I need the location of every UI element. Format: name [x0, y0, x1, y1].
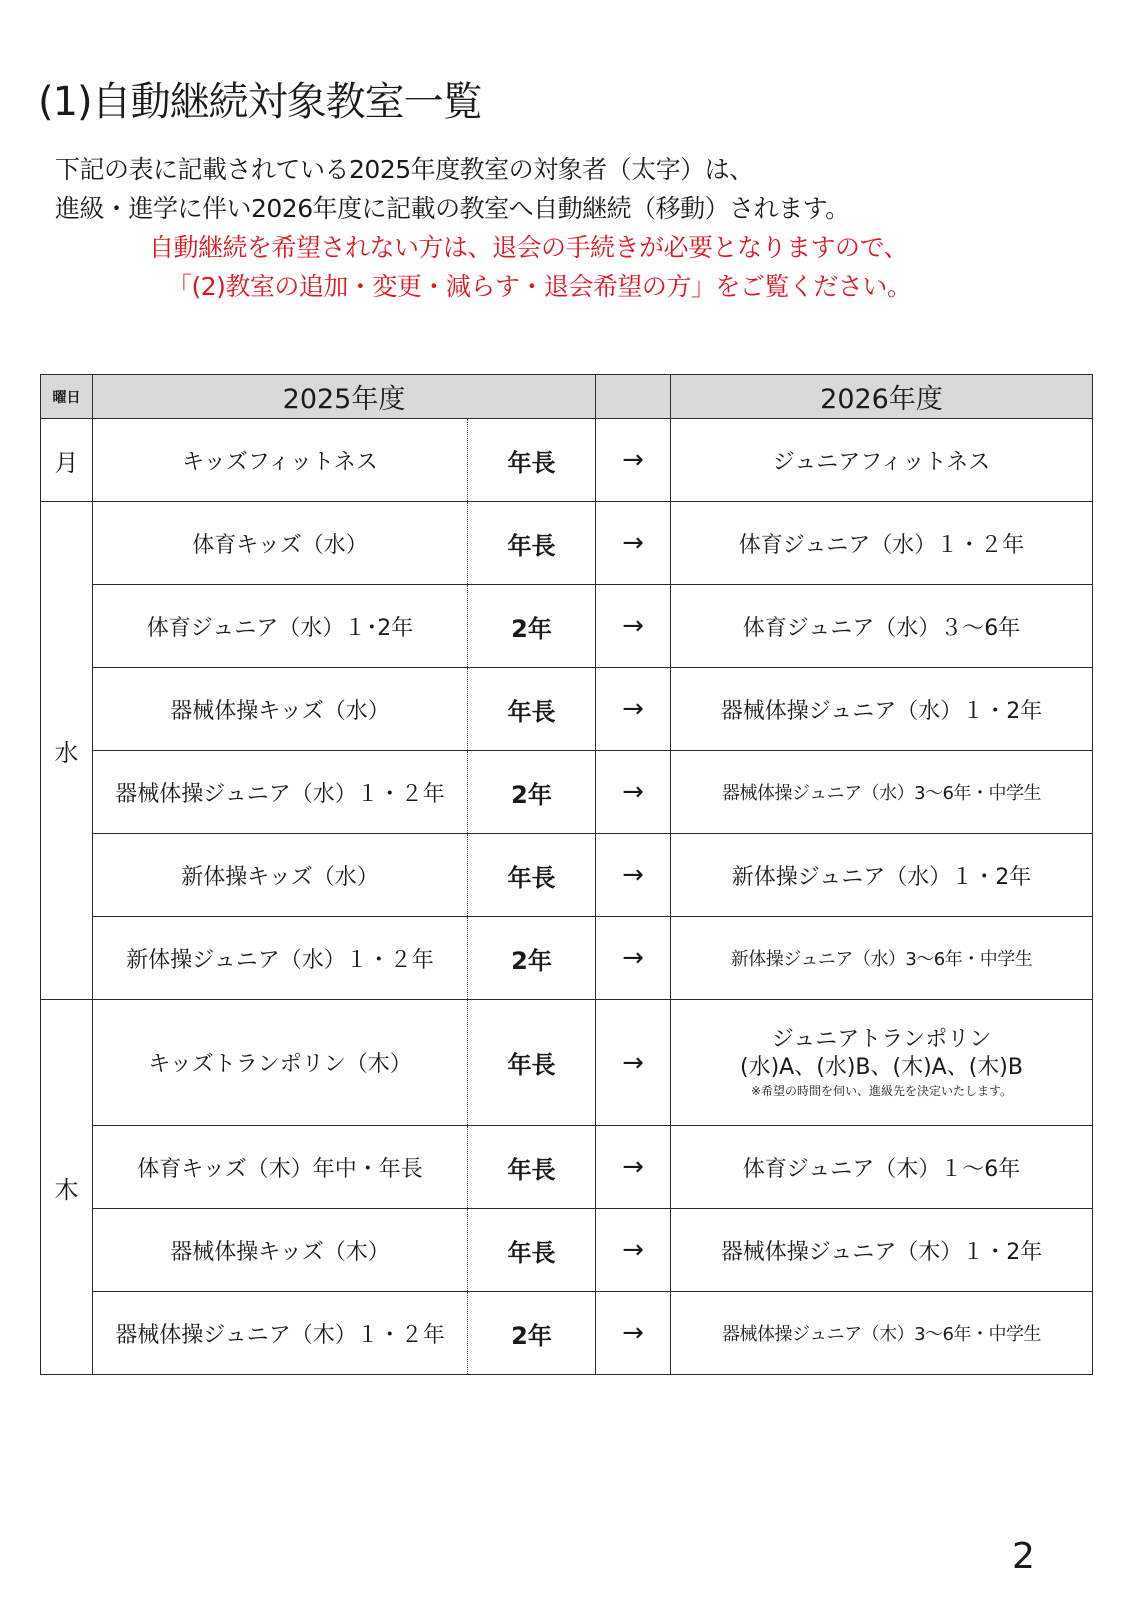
table-header-row [41, 375, 1093, 419]
to-class: 体育ジュニア（水）１・２年 [671, 502, 1093, 585]
from-class: 体育キッズ（木）年中・年長 [93, 1126, 468, 1209]
class-continuation-table [40, 374, 1093, 1375]
target-grade: 2年 [468, 751, 596, 834]
intro-line-1: 下記の表に記載されている2025年度教室の対象者（太字）は、 [55, 155, 754, 184]
table-row [41, 668, 1093, 751]
table-row [41, 1000, 1093, 1126]
target-grade: 2年 [468, 1292, 596, 1375]
notice-line-1: 自動継続を希望されない方は、退会の手続きが必要となりますので、 [149, 233, 909, 262]
table-row [41, 419, 1093, 502]
from-class: 新体操ジュニア（水）１・２年 [93, 917, 468, 1000]
arrow-icon: → [596, 834, 671, 917]
to-class-line-2: (水)A、(水)B、(木)A、(木)B [740, 1054, 1023, 1080]
table-row [41, 585, 1093, 668]
arrow-icon: → [596, 1000, 671, 1126]
to-class: 体育ジュニア（木）１〜6年 [671, 1126, 1093, 1209]
day-cell-thu: 木 [41, 1000, 93, 1375]
to-class: 器械体操ジュニア（木）１・2年 [671, 1209, 1093, 1292]
header-2025: 2025年度 [93, 375, 596, 419]
arrow-icon: → [596, 1292, 671, 1375]
to-class: 器械体操ジュニア（水）3〜6年・中学生 [671, 751, 1093, 834]
to-class-note: ※希望の時間を伺い、進級先を決定いたします。 [750, 1083, 1013, 1098]
to-class: ジュニアフィットネス [671, 419, 1093, 502]
table-row [41, 917, 1093, 1000]
arrow-icon: → [596, 751, 671, 834]
to-class [671, 1000, 1093, 1126]
intro-line-2: 進級・進学に伴い2026年度に記載の教室へ自動継続（移動）されます。 [55, 194, 850, 223]
to-class: 器械体操ジュニア（木）3〜6年・中学生 [671, 1292, 1093, 1375]
intro-text [55, 150, 1075, 306]
table-row [41, 1292, 1093, 1375]
arrow-icon: → [596, 1209, 671, 1292]
from-class: キッズフィットネス [93, 419, 468, 502]
table-row [41, 834, 1093, 917]
page-title: (1)自動継続対象教室一覧 [38, 79, 482, 125]
from-class: 器械体操キッズ（水） [93, 668, 468, 751]
to-class: 新体操ジュニア（水）１・2年 [671, 834, 1093, 917]
arrow-icon: → [596, 419, 671, 502]
table-row [41, 502, 1093, 585]
to-class: 新体操ジュニア（水）3〜6年・中学生 [671, 917, 1093, 1000]
header-arrow-blank [596, 375, 671, 419]
arrow-icon: → [596, 585, 671, 668]
table-row [41, 751, 1093, 834]
target-grade: 年長 [468, 668, 596, 751]
page-number: 2 [1012, 1536, 1035, 1577]
target-grade: 年長 [468, 1126, 596, 1209]
to-class: 体育ジュニア（水）３〜6年 [671, 585, 1093, 668]
from-class: 器械体操ジュニア（木）１・２年 [93, 1292, 468, 1375]
target-grade: 年長 [468, 502, 596, 585]
arrow-icon: → [596, 668, 671, 751]
arrow-icon: → [596, 502, 671, 585]
table-row [41, 1209, 1093, 1292]
target-grade: 年長 [468, 834, 596, 917]
from-class: 器械体操ジュニア（水）１・２年 [93, 751, 468, 834]
header-day: 曜日 [41, 375, 93, 419]
target-grade: 年長 [468, 1209, 596, 1292]
from-class: 新体操キッズ（水） [93, 834, 468, 917]
arrow-icon: → [596, 1126, 671, 1209]
arrow-icon: → [596, 917, 671, 1000]
from-class: 体育キッズ（水） [93, 502, 468, 585]
to-class-line-1: ジュニアトランポリン [771, 1026, 992, 1052]
from-class: 器械体操キッズ（木） [93, 1209, 468, 1292]
target-grade: 年長 [468, 419, 596, 502]
to-class: 器械体操ジュニア（水）１・2年 [671, 668, 1093, 751]
from-class: キッズトランポリン（木） [93, 1000, 468, 1126]
target-grade: 2年 [468, 917, 596, 1000]
target-grade: 年長 [468, 1000, 596, 1126]
target-grade: 2年 [468, 585, 596, 668]
from-class: 体育ジュニア（水）１･2年 [93, 585, 468, 668]
day-cell-wed: 水 [41, 502, 93, 1000]
day-cell-mon: 月 [41, 419, 93, 502]
header-2026: 2026年度 [671, 375, 1093, 419]
notice-line-2: 「(2)教室の追加・変更・減らす・退会希望の方」をご覧ください。 [167, 272, 912, 301]
table-row [41, 1126, 1093, 1209]
